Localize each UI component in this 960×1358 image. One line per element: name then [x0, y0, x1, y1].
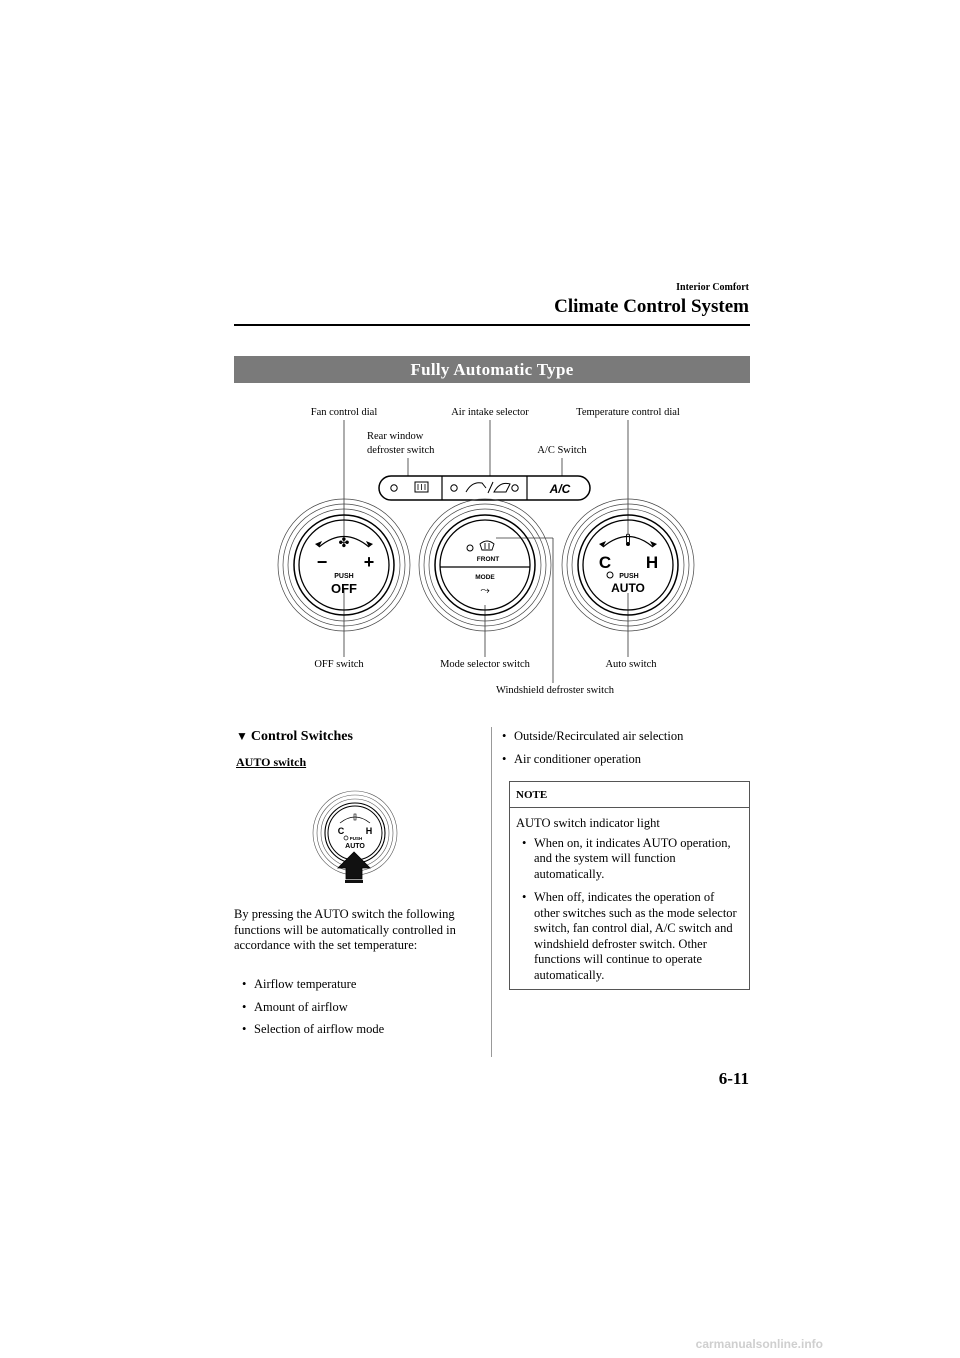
label-air-intake-selector: Air intake selector: [451, 407, 529, 418]
header-rule: [234, 324, 750, 326]
auto-functions-list-right: [498, 729, 748, 774]
section-header: Interior Comfort: [676, 282, 749, 293]
svg-text:H: H: [645, 553, 659, 572]
label-fan-control-dial: Fan control dial: [310, 407, 378, 418]
windshield-defroster-icon: [480, 541, 494, 550]
svg-text:PUSH: PUSH: [334, 573, 354, 580]
watermark-footer[interactable]: carmanualsonline.info: [695, 1337, 823, 1351]
svg-text:+: +: [363, 552, 375, 572]
ac-button-text: A/C: [549, 482, 571, 496]
auto-switch-description: By pressing the AUTO switch the following functions will be automatically controlled in accordance with the set temperature:: [234, 907, 456, 952]
list-item: • Air conditioner operation: [498, 752, 748, 768]
off-text: OFF: [331, 581, 357, 596]
svg-text:MODE: MODE: [475, 574, 495, 581]
label-mode-selector-switch: Mode selector switch: [440, 659, 530, 670]
svg-text:AUTO: AUTO: [345, 843, 365, 850]
note-intro: AUTO switch indicator light: [516, 816, 660, 830]
page-title: Climate Control System: [554, 296, 749, 317]
section-banner: Fully Automatic Type: [234, 356, 750, 383]
label-rear-window: Rear window: [367, 431, 424, 442]
svg-text:FRONT: FRONT: [476, 556, 500, 563]
label-auto-switch: Auto switch: [605, 659, 657, 670]
airflow-mode-icon: ⤳: [480, 583, 490, 597]
svg-text:H: H: [365, 826, 373, 836]
auto-text: AUTO: [611, 581, 645, 595]
note-box: [509, 781, 750, 990]
subsection-heading: AUTO switch: [236, 755, 307, 769]
fan-icon: ✤: [338, 536, 350, 551]
note-list: [516, 836, 743, 984]
thermometer-icon: [626, 534, 630, 546]
svg-text:PUSH: PUSH: [619, 573, 639, 580]
label-off-switch: OFF switch: [314, 659, 364, 670]
list-item: • Selection of airflow mode: [238, 1022, 488, 1038]
list-item: • Airflow temperature: [238, 977, 488, 993]
auto-functions-list-left: [238, 977, 488, 1045]
label-temperature-control-dial: Temperature control dial: [576, 407, 680, 418]
section-heading: ▼ Control Switches: [236, 729, 353, 744]
climate-panel-diagram: [234, 395, 750, 705]
label-rear-defroster-switch: defroster switch: [367, 445, 435, 456]
note-list-item: • When on, it indicates AUTO operation, and the system will function automatically.: [516, 836, 743, 883]
top-button-bar: [379, 476, 590, 500]
svg-text:C: C: [337, 826, 345, 836]
column-divider: [491, 727, 492, 1057]
label-ac-switch: A/C Switch: [537, 445, 587, 456]
label-windshield-defroster-switch: Windshield defroster switch: [496, 685, 614, 696]
note-heading: NOTE: [510, 782, 749, 808]
svg-text:−: −: [316, 552, 328, 572]
list-item: • Outside/Recirculated air selection: [498, 729, 748, 745]
page-number: 6-11: [718, 1069, 749, 1088]
triangle-icon: ▼: [236, 729, 248, 743]
note-list-item: • When off, indicates the operation of other switches such as the mode selector switch, fan control dial, A/C switch and windshield defroster switch. Other functions will continue to operate automatically.: [516, 890, 743, 983]
auto-switch-illustration: [307, 786, 407, 886]
svg-text:C: C: [598, 553, 612, 572]
list-item: • Amount of airflow: [238, 1000, 488, 1016]
svg-text:PUSH: PUSH: [349, 836, 363, 841]
